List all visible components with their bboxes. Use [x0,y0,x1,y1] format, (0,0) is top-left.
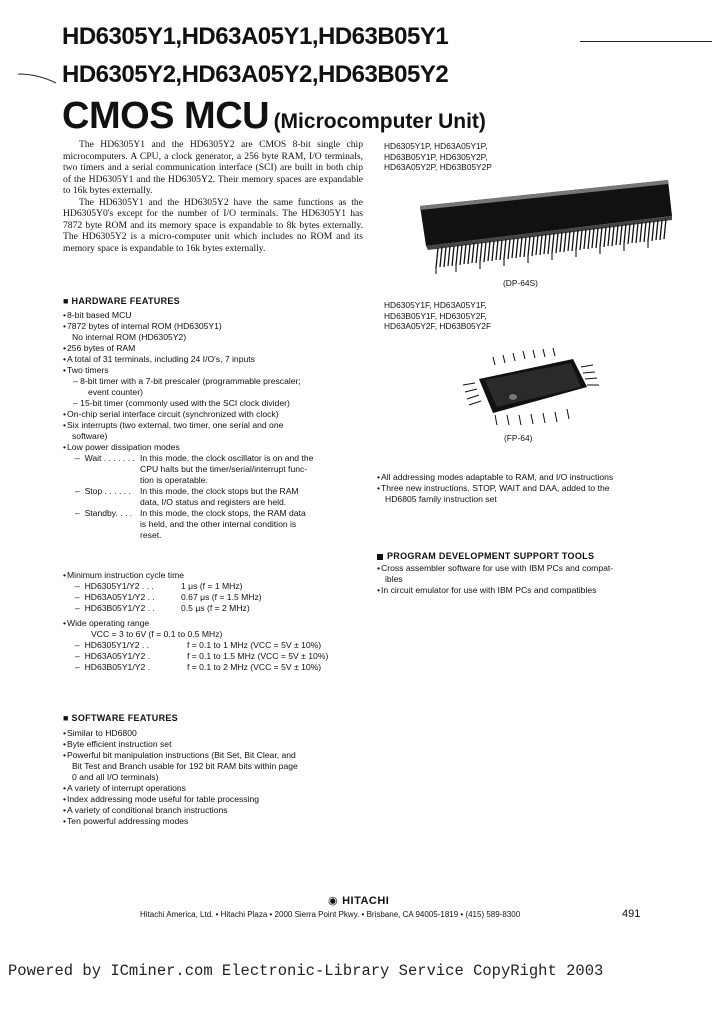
power-modes [75,453,313,541]
range-part: HD63B05Y1/Y2 . [84,662,151,672]
dip-label: HD63B05Y1P, HD6305Y2P, [384,151,488,162]
mode-name: Wait . . . . . . . [84,453,135,463]
cycle-value: 0.67 μs (f = 1.5 MHz) [181,592,262,602]
mode-text: data, I/O status and registers are held. [140,497,287,507]
range-value: f = 0.1 to 2 MHz (VCC = 5V ± 10%) [187,662,322,672]
cycle-value: 0.5 μs (f = 2 MHz) [181,603,250,613]
square-bullet-icon [377,554,383,560]
list-item: – 15-bit timer (commonly used with the SCI clock divider) [73,398,290,408]
dip-caption: (DP-64S) [503,278,538,288]
mode-text: reset. [140,530,162,540]
fp-label: HD6305Y1F, HD63A05Y1F, [384,300,487,310]
tools-heading-text: PROGRAM DEVELOPMENT SUPPORT TOOLS [387,551,595,561]
range-part: HD63A05Y1/Y2 . [84,651,151,661]
title-sub: (Microcomputer Unit) [273,110,486,133]
range-part: HD6305Y1/Y2 . . [84,640,150,650]
dip-package-illustration [380,176,680,286]
range-row: – HD6305Y1/Y2 . . f = 0.1 to 1 MHz (VCC = 5V ± 10%) [75,640,322,650]
software-heading [63,713,178,723]
intro-paragraph-2: The HD6305Y1 and the HD6305Y2 have the same functions as the HD6305Y0's except for the number of I/O terminals. The HD6305Y1 has 7872 byte ROM and its memory space is expandable to 8k bytes externally. The HD6305Y2 is a micro-computer unit which includes no ROM and its memory space is expandable to 16k bytes externally. [63,196,363,254]
list-item: • All addressing modes adaptable to RAM, and I/O instructions [377,472,613,483]
bullet-icon: ■ [63,713,72,723]
dip-label: HD6305Y1P, HD63A05Y1P, [384,141,488,151]
list-item: software) [72,431,108,441]
list-item: • Cross assembler software for use with IBM PCs and compat- [377,563,613,574]
title-main: CMOS MCU [62,95,270,137]
list-item: • Six interrupts (two external, two timer, one serial and one [63,420,301,431]
header-curve [16,70,62,86]
fp-label: HD63A05Y2F, HD63B05Y2F [384,321,492,331]
bullet-icon: ■ [63,296,72,306]
part-numbers-line-1: HD6305Y1,HD63A05Y1,HD63B05Y1 [62,23,449,50]
brand-name: HITACHI [342,895,390,907]
mode-text: tion is operatable. [140,475,208,485]
cycle-part: HD63B05Y1/Y2 . . [84,603,155,613]
range-value: f = 0.1 to 1.5 MHz (VCC = 5V ± 10%) [187,651,329,661]
list-item: – 8-bit timer with a 7-bit prescaler (programmable prescaler; [73,376,301,386]
fp-package-illustration [455,345,605,435]
cycle-row: – HD6305Y1/Y2 . . . 1 μs (f = 1 MHz) [75,581,243,591]
fp-labels [384,300,491,332]
list-item: • Powerful bit manipulation instructions (Bit Set, Bit Clear, and [63,750,298,761]
tools-list [377,563,613,596]
list-item: event counter) [88,387,143,397]
page-title [62,95,486,138]
list-item: • Three new instructions, STOP, WAIT and DAA, added to the [377,483,613,494]
part-numbers-line-2: HD6305Y2,HD63A05Y2,HD63B05Y2 [62,61,449,88]
range-row: – HD63B05Y1/Y2 . f = 0.1 to 2 MHz (VCC = 5V ± 10%) [75,662,322,672]
brand-logo [328,891,389,909]
list-item: • In circuit emulator for use with IBM PCs and compatibles [377,585,613,596]
intro-text [63,139,363,254]
intro-paragraph-1: The HD6305Y1 and the HD6305Y2 are CMOS 8-bit single chip microcomputers. A CPU, a clock generator, a 256 byte RAM, I/O terminals, two timers and a serial communication interface (SCI) are built in both chip of the HD6305Y1 and the HD6305Y2. Their memory spaces are expandable to 16k bytes externally. [63,139,363,196]
list-item: • Two timers [63,365,301,376]
mode-stop: – Stop . . . . . . In this mode, the clock stops but the RAM data, I/O status and registers are held. [75,486,299,507]
cycle-part: HD6305Y1/Y2 . . . [84,581,154,591]
list-item: • 256 bytes of RAM [63,343,301,354]
list-item: Bit Test and Branch usable for 192 bit RAM bits within page [72,761,298,771]
list-item: • Index addressing mode useful for table processing [63,794,298,805]
cycle-row: – HD63A05Y1/Y2 . . 0.67 μs (f = 1.5 MHz) [75,592,262,602]
cycle-part: HD63A05Y1/Y2 . . [84,592,155,602]
list-item: No internal ROM (HD6305Y2) [72,332,187,342]
list-item: • Byte efficient instruction set [63,739,298,750]
list-item: • 8-bit based MCU [63,310,301,321]
vcc-line: VCC = 3 to 6V (f = 0.1 to 0.5 MHz) [91,629,223,639]
mode-name: Stop . . . . . . [84,486,131,496]
dip-labels [384,141,492,173]
watermark: Powered by ICminer.com Electronic-Library Service CopyRight 2003 [8,962,604,980]
mode-text: In this mode, the clock oscillator is on and the [140,453,314,463]
list-item: • On-chip serial interface circuit (synchronized with clock) [63,409,301,420]
range-value: f = 0.1 to 1 MHz (VCC = 5V ± 10%) [187,640,322,650]
tools-heading [377,551,594,561]
cycle-value: 1 μs (f = 1 MHz) [181,581,243,591]
cycle-heading: • Minimum instruction cycle time [63,570,262,581]
software-list [63,728,298,827]
list-item: 0 and all I/O terminals) [72,772,159,782]
cycle-row: – HD63B05Y1/Y2 . . 0.5 μs (f = 2 MHz) [75,603,250,613]
page-number: 491 [622,908,641,920]
mode-wait: – Wait . . . . . . . In this mode, the clock oscillator is on and the CPU halts but the timer/serial/interrupt func- tion is operatable. [75,453,314,485]
fp-caption: (FP-64) [504,433,533,443]
list-item: • 7872 bytes of internal ROM (HD6305Y1) [63,321,301,332]
list-item: • Ten powerful addressing modes [63,816,298,827]
right-feature-list [377,472,613,505]
hardware-list [63,310,301,453]
mode-name: Standby. . . . [84,508,133,518]
hardware-heading [63,296,180,306]
list-item: • A total of 31 terminals, including 24 I/O's, 7 inputs [63,354,301,365]
mode-text: CPU halts but the timer/serial/interrupt func- [140,464,308,474]
fp-label: HD63B05Y1F, HD6305Y2F, [384,310,487,321]
list-item: • Similar to HD6800 [63,728,298,739]
hitachi-logo-icon: ◉ [328,895,338,907]
footer-address: Hitachi America, Ltd. • Hitachi Plaza • 2000 Sierra Point Pkwy. • Brisbane, CA 94005-1819 • (415) 589-8300 [140,910,521,919]
mode-text: In this mode, the clock stops but the RAM [140,486,299,496]
list-item: HD6805 family instruction set [385,494,497,504]
list-item: ibles [385,574,403,584]
cycle-time [63,570,262,614]
list-item: • Low power dissipation modes [63,442,301,453]
software-heading-text: SOFTWARE FEATURES [71,713,178,723]
mode-text: is held, and the other internal condition is [140,519,297,529]
header-rule [580,41,712,42]
dip-label: HD63A05Y2P, HD63B05Y2P [384,162,492,172]
mode-text: In this mode, the clock stops, the RAM data [140,508,306,518]
mode-standby: – Standby. . . . In this mode, the clock stops, the RAM data is held, and the other internal condition is reset. [75,508,306,540]
list-item: • A variety of interrupt operations [63,783,298,794]
list-item: • A variety of conditional branch instructions [63,805,298,816]
range-row: – HD63A05Y1/Y2 . f = 0.1 to 1.5 MHz (VCC = 5V ± 10%) [75,651,329,661]
range-heading: • Wide operating range [63,618,328,629]
operating-range [63,618,328,673]
hardware-heading-text: HARDWARE FEATURES [71,296,180,306]
